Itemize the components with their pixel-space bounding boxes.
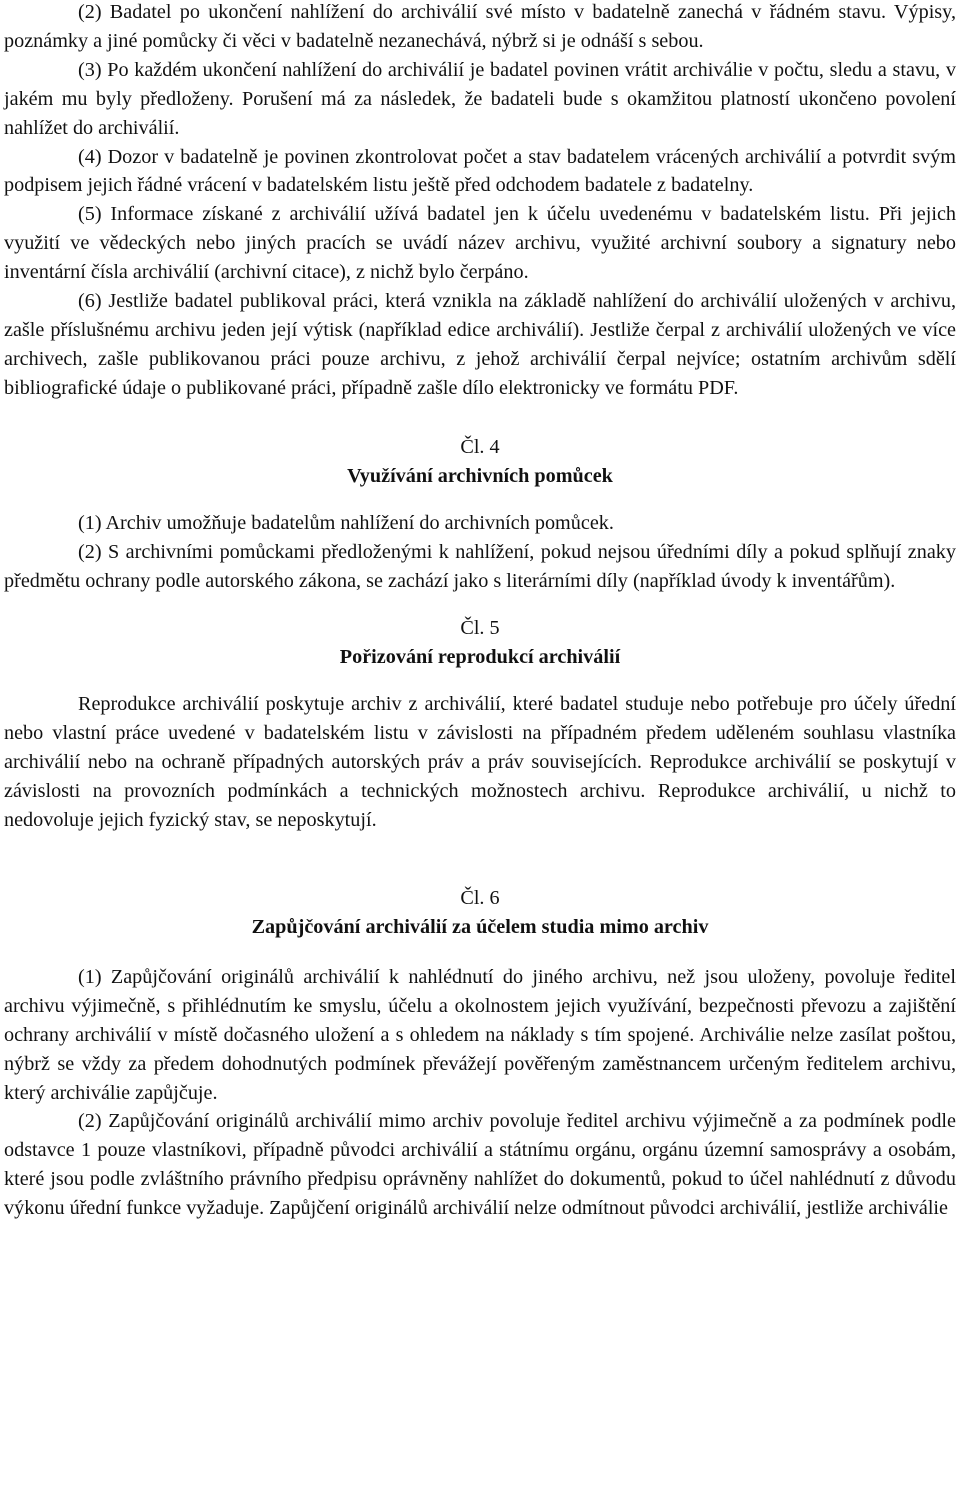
spacer bbox=[4, 491, 956, 509]
paragraph-art5-1: Reprodukce archiválií poskytuje archiv z archiválií, které badatel studuje nebo potřebuje pro účely úřední nebo vlastní práce uvedené v badatelském listu v závislosti na případném předem uděleném souhlasu vlastníka archiválií nebo na ochraně případných autorských práv a práv souvisejících. Reprodukce archiválií se poskytují v závislosti na provozních podmínkách a technických možnostech archivu. Reprodukce archiválií, u nichž to nedovoluje jejich fyzický stav, se neposkytují. bbox=[4, 693, 956, 832]
paragraph-art3-3: (3) Po každém ukončení nahlížení do archiválií je badatel povinen vrátit archiválie v počtu, sledu a stavu, v jakém mu byly předloženy. Porušení má za následek, že badateli bude s okamžitou platností ukončeno povolení nahlížet do archiválií. bbox=[4, 58, 956, 139]
article-number-6: Čl. 6 bbox=[460, 886, 500, 909]
paragraph-art3-2: (2) Badatel po ukončení nahlížení do archiválií své místo v badatelně zanechá v řádném stavu. Výpisy, poznámky a jiné pomůcky či věci v badatelně nezanechává, nýbrž si je odnáší s sebou. bbox=[4, 1, 956, 52]
paragraph-art3-6: (6) Jestliže badatel publikoval práci, která vznikla na základě nahlížení do archiválií uložených v archivu, zašle příslušnému archivu jeden její výtisk (například edice archiválií). Jestliže čerpal z archiválií uložených ve více archivech, zašle publikovanou práci pouze archivu, z jehož archiválií čerpal nejvíce; ostatním archivům sdělí bibliografické údaje o publikované práci, případně zašle dílo elektronicky ve formátu PDF. bbox=[4, 290, 956, 399]
article-title-6: Zapůjčování archiválií za účelem studia mimo archiv bbox=[251, 915, 709, 938]
paragraph-art3-4: (4) Dozor v badatelně je povinen zkontrolovat počet a stav badatelem vrácených archiválií a potvrdit svým podpisem jejich řádné vrácení v badatelském listu ještě před odchodem badatele z badatelny. bbox=[4, 145, 956, 197]
paragraph-art4-2: (2) S archivními pomůckami předloženými k nahlížení, pokud nejsou úředními díly a pokud splňují znaky předmětu ochrany podle autorského zákona, se zachází jako s literárními díly (například úvody k inventářům). bbox=[4, 540, 956, 592]
paragraph-art6-2: (2) Zapůjčování originálů archiválií mimo archiv povoluje ředitel archivu výjimečně a za podmínek podle odstavce 1 pouze vlastníkovi, případně původci archiválií a státnímu orgánu, orgánu územní samosprávy a osobám, které jsou podle zvláštního právního předpisu oprávněny nahlížet do dokumentů, pokud to účel nahlédnutí z důvodu výkonu úřední funkce vyžaduje. Zapůjčení originálů archiválií nelze odmítnout původci archiválií, jestliže archiválie bbox=[4, 1110, 956, 1220]
paragraph-art3-5: (5) Informace získané z archiválií užívá badatel jen k účelu uvedenému v badatelském listu. Při jejich využití ve vědeckých nebo jiných pracích se uvádí název archivu, využité archivní soubory a signatury nebo inventární čísla archiválií (archivní citace), z nichž bylo čerpáno. bbox=[4, 203, 956, 284]
spacer bbox=[4, 672, 956, 690]
spacer bbox=[4, 942, 956, 963]
paragraph-art4-1: (1) Archiv umožňuje badatelům nahlížení do archivních pomůcek. bbox=[78, 511, 614, 534]
article-title-5: Pořizování reprodukcí archiválií bbox=[339, 646, 621, 669]
spacer bbox=[4, 595, 956, 614]
article-title-4: Využívání archivních pomůcek bbox=[347, 464, 613, 487]
article-number-4: Čl. 4 bbox=[460, 435, 500, 458]
article-number-5: Čl. 5 bbox=[460, 617, 500, 640]
spacer bbox=[4, 403, 956, 433]
spacer bbox=[4, 835, 956, 884]
paragraph-art6-1: (1) Zapůjčování originálů archiválií k nahlédnutí do jiného archivu, než jsou uloženy, povoluje ředitel archivu výjimečně, s přihlédnutím ke smyslu, účelu a okolnostem jejich využívání, bezpečnosti převozu a zajištění ochrany archiválií v místě dočasného uložení a s ohledem na náklady s tím spojené. Archiválie nelze zasílat poštou, nýbrž se vždy za předem dohodnutých podmínek převážejí pověřeným zaměstnancem určeným ředitelem archivu, který archiválie zapůjčuje. bbox=[4, 965, 956, 1104]
